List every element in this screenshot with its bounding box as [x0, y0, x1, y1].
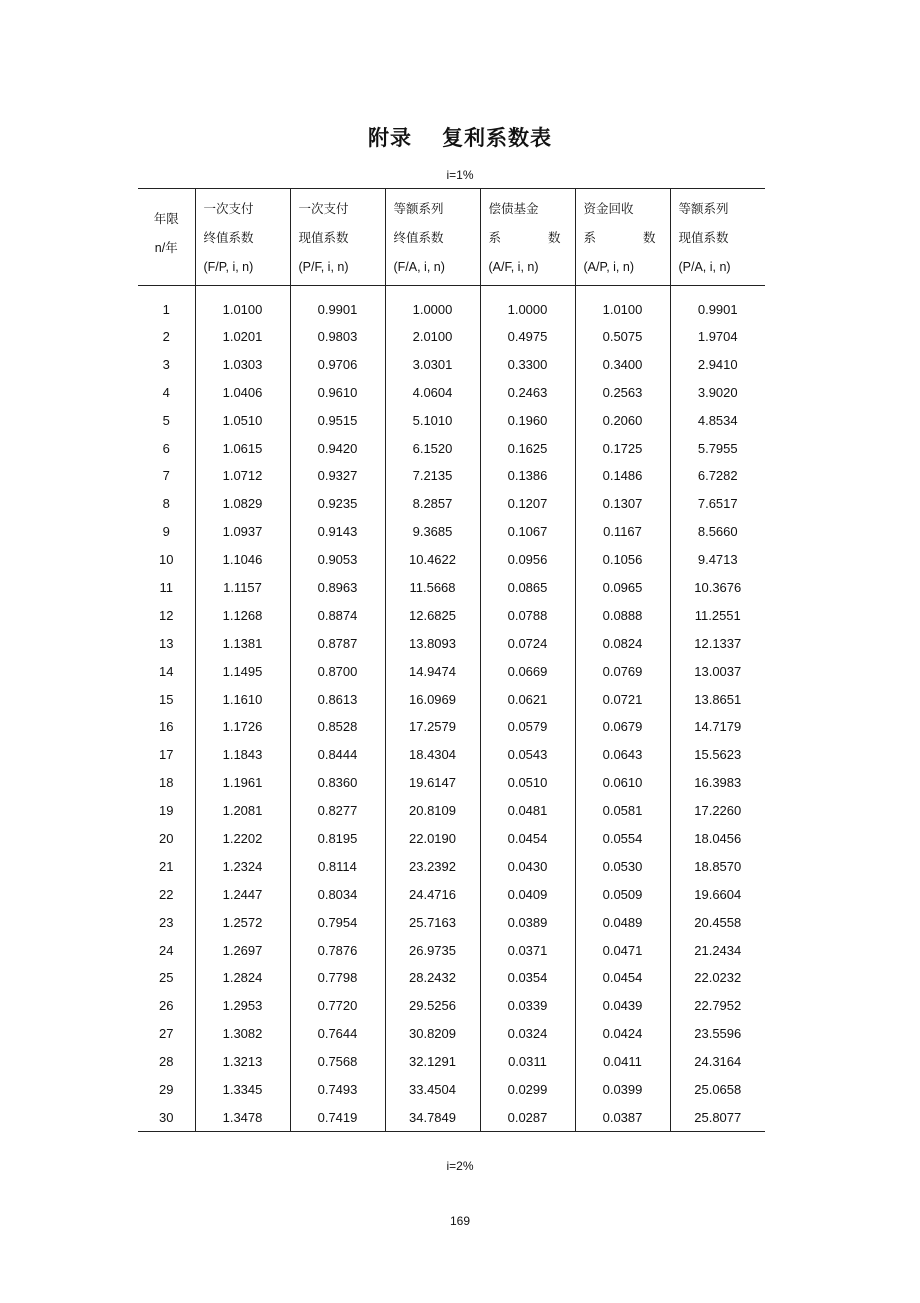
year-cell: 6 — [162, 440, 170, 456]
value-cell: 0.0411 — [575, 1048, 670, 1076]
value-cell: 0.0324 — [480, 1020, 575, 1048]
value-cell: 0.0824 — [575, 629, 670, 657]
value-cell: 2.0100 — [385, 323, 480, 351]
year-cell: 13 — [159, 635, 174, 651]
header-fp-line3: (F/P, i, n) — [203, 260, 254, 274]
value-cell: 0.9706 — [290, 350, 385, 378]
value-cell: 1.3478 — [195, 1103, 290, 1131]
year-cell: 25 — [159, 970, 174, 986]
header-fa-line2: 终值系数 — [393, 231, 444, 245]
table-row — [138, 1076, 765, 1104]
value-cell: 1.0937 — [195, 518, 290, 546]
value-cell: 0.8613 — [290, 685, 385, 713]
table-row — [138, 601, 765, 629]
value-cell: 22.7952 — [670, 992, 765, 1020]
value-cell: 0.0409 — [480, 880, 575, 908]
value-cell: 0.9610 — [290, 378, 385, 406]
header-fp-line2: 终值系数 — [203, 231, 254, 245]
year-cell: 30 — [138, 1103, 195, 1131]
page-title — [0, 122, 920, 152]
value-cell: 1.3345 — [195, 1076, 290, 1104]
header-af-line2a: 系 — [488, 231, 502, 245]
value-cell: 0.1207 — [480, 490, 575, 518]
value-cell: 0.0354 — [480, 964, 575, 992]
value-cell: 0.0679 — [575, 713, 670, 741]
value-cell: 16.3983 — [670, 769, 765, 797]
value-cell: 23.2392 — [385, 852, 480, 880]
table-row — [138, 936, 765, 964]
value-cell: 12.6825 — [385, 601, 480, 629]
value-cell: 16.0969 — [385, 685, 480, 713]
value-cell: 0.0721 — [575, 685, 670, 713]
value-cell: 1.1268 — [195, 601, 290, 629]
value-cell: 11.5668 — [385, 574, 480, 602]
value-cell: 0.8360 — [290, 769, 385, 797]
value-cell: 0.0669 — [480, 657, 575, 685]
value-cell: 25.8077 — [670, 1103, 765, 1131]
value-cell: 33.4504 — [385, 1076, 480, 1104]
year-cell: 18 — [159, 775, 174, 791]
table-body — [138, 286, 765, 1132]
value-cell: 0.4975 — [480, 323, 575, 351]
value-cell: 10.4622 — [385, 546, 480, 574]
value-cell: 0.0543 — [480, 741, 575, 769]
value-cell: 5.7955 — [670, 434, 765, 462]
value-cell: 22.0232 — [670, 964, 765, 992]
value-cell: 7.6517 — [670, 490, 765, 518]
rate-label-2: i=2% — [446, 1159, 474, 1173]
value-cell: 8.2857 — [385, 490, 480, 518]
value-cell: 0.0287 — [480, 1103, 575, 1131]
header-ap-line3: (A/P, i, n) — [583, 260, 634, 274]
value-cell: 0.7876 — [290, 936, 385, 964]
value-cell: 1.2202 — [195, 825, 290, 853]
header-ap-line1: 资金回收 — [583, 202, 634, 216]
value-cell: 19.6147 — [385, 769, 480, 797]
value-cell: 0.0581 — [575, 797, 670, 825]
table-row — [138, 629, 765, 657]
value-cell: 1.3213 — [195, 1048, 290, 1076]
header-fa-line1: 等额系列 — [393, 202, 444, 216]
value-cell: 0.1960 — [480, 406, 575, 434]
value-cell: 18.8570 — [670, 852, 765, 880]
table-row — [138, 880, 765, 908]
table-row — [138, 546, 765, 574]
value-cell: 0.7720 — [290, 992, 385, 1020]
value-cell: 0.3400 — [575, 350, 670, 378]
value-cell: 0.0454 — [575, 964, 670, 992]
value-cell: 1.1610 — [195, 685, 290, 713]
value-cell: 1.0000 — [385, 286, 480, 323]
value-cell: 0.8195 — [290, 825, 385, 853]
value-cell: 1.2447 — [195, 880, 290, 908]
value-cell: 0.0387 — [575, 1103, 670, 1131]
value-cell: 1.1381 — [195, 629, 290, 657]
value-cell: 0.0965 — [575, 574, 670, 602]
table-row — [138, 797, 765, 825]
year-cell: 11 — [159, 579, 173, 595]
table-row — [138, 286, 765, 323]
header-ap — [575, 189, 670, 286]
value-cell: 0.0481 — [480, 797, 575, 825]
value-cell: 20.8109 — [385, 797, 480, 825]
value-cell: 0.9235 — [290, 490, 385, 518]
title-main: 复利系数表 — [442, 126, 552, 150]
table-row — [138, 741, 765, 769]
value-cell: 0.7954 — [290, 908, 385, 936]
value-cell: 1.1843 — [195, 741, 290, 769]
value-cell: 0.0471 — [575, 936, 670, 964]
table-row — [138, 908, 765, 936]
table-row — [138, 1048, 765, 1076]
table-row — [138, 657, 765, 685]
value-cell: 0.1725 — [575, 434, 670, 462]
value-cell: 0.0430 — [480, 852, 575, 880]
table-row — [138, 434, 765, 462]
value-cell: 0.0530 — [575, 852, 670, 880]
header-pa-line2: 现值系数 — [678, 231, 729, 245]
value-cell: 0.9053 — [290, 546, 385, 574]
value-cell: 0.0299 — [480, 1076, 575, 1104]
value-cell: 0.0579 — [480, 713, 575, 741]
value-cell: 0.0424 — [575, 1020, 670, 1048]
value-cell: 0.8874 — [290, 601, 385, 629]
table-row — [138, 1020, 765, 1048]
table-row — [138, 992, 765, 1020]
value-cell: 0.2060 — [575, 406, 670, 434]
value-cell: 0.8787 — [290, 629, 385, 657]
year-cell: 10 — [159, 552, 174, 568]
value-cell: 0.9420 — [290, 434, 385, 462]
header-ap-line2b: 数 — [642, 231, 656, 245]
value-cell: 0.3300 — [480, 350, 575, 378]
value-cell: 0.9327 — [290, 462, 385, 490]
value-cell: 1.1157 — [195, 574, 290, 602]
year-cell: 22 — [159, 886, 174, 902]
value-cell: 24.3164 — [670, 1048, 765, 1076]
year-cell: 9 — [162, 524, 170, 540]
value-cell: 0.8963 — [290, 574, 385, 602]
value-cell: 13.8651 — [670, 685, 765, 713]
year-cell: 4 — [162, 384, 170, 400]
year-cell: 28 — [159, 1054, 174, 1070]
value-cell: 0.2463 — [480, 378, 575, 406]
table-row — [138, 378, 765, 406]
value-cell: 1.1495 — [195, 657, 290, 685]
header-pa — [670, 189, 765, 286]
value-cell: 8.5660 — [670, 518, 765, 546]
value-cell: 1.2572 — [195, 908, 290, 936]
header-pf — [290, 189, 385, 286]
value-cell: 0.0865 — [480, 574, 575, 602]
value-cell: 1.2824 — [195, 964, 290, 992]
value-cell: 1.0615 — [195, 434, 290, 462]
year-cell: 7 — [162, 468, 170, 484]
value-cell: 0.1056 — [575, 546, 670, 574]
year-cell: 20 — [159, 830, 174, 846]
value-cell: 0.0610 — [575, 769, 670, 797]
value-cell: 1.2697 — [195, 936, 290, 964]
header-af-line2 — [489, 224, 575, 253]
value-cell: 30.8209 — [385, 1020, 480, 1048]
value-cell: 11.2551 — [670, 601, 765, 629]
value-cell: 0.1625 — [480, 434, 575, 462]
table-row — [138, 406, 765, 434]
value-cell: 7.2135 — [385, 462, 480, 490]
value-cell: 0.0643 — [575, 741, 670, 769]
year-cell: 5 — [162, 412, 170, 428]
header-fa-line3: (F/A, i, n) — [393, 260, 445, 274]
value-cell: 1.1961 — [195, 769, 290, 797]
year-cell: 3 — [162, 356, 170, 372]
value-cell: 3.0301 — [385, 350, 480, 378]
rate-label-1: i=1% — [446, 168, 474, 182]
page-number: 169 — [449, 1214, 471, 1228]
table-row — [138, 1103, 765, 1131]
header-af — [480, 189, 575, 286]
value-cell: 0.7419 — [290, 1103, 385, 1131]
value-cell: 0.8444 — [290, 741, 385, 769]
value-cell: 0.1486 — [575, 462, 670, 490]
value-cell: 0.1167 — [575, 518, 670, 546]
value-cell: 9.3685 — [385, 518, 480, 546]
table-row — [138, 713, 765, 741]
year-cell: 24 — [159, 942, 174, 958]
value-cell: 5.1010 — [385, 406, 480, 434]
header-fp — [195, 189, 290, 286]
value-cell: 0.0439 — [575, 992, 670, 1020]
table-row — [138, 964, 765, 992]
header-ap-line2a: 系 — [583, 231, 597, 245]
value-cell: 0.0788 — [480, 601, 575, 629]
value-cell: 1.0303 — [195, 350, 290, 378]
value-cell: 0.7493 — [290, 1076, 385, 1104]
value-cell: 34.7849 — [385, 1103, 480, 1131]
value-cell: 21.2434 — [670, 936, 765, 964]
header-pf-line3: (P/F, i, n) — [298, 260, 349, 274]
value-cell: 19.6604 — [670, 880, 765, 908]
value-cell: 32.1291 — [385, 1048, 480, 1076]
value-cell: 1.0201 — [195, 323, 290, 351]
header-pa-line1: 等额系列 — [678, 202, 729, 216]
value-cell: 17.2260 — [670, 797, 765, 825]
value-cell: 0.1386 — [480, 462, 575, 490]
value-cell: 14.7179 — [670, 713, 765, 741]
value-cell: 0.0311 — [480, 1048, 575, 1076]
table-row — [138, 518, 765, 546]
value-cell: 0.9901 — [670, 286, 765, 323]
year-cell: 14 — [159, 663, 174, 679]
table-row — [138, 825, 765, 853]
value-cell: 0.5075 — [575, 323, 670, 351]
value-cell: 0.1067 — [480, 518, 575, 546]
header-af-line3: (A/F, i, n) — [488, 260, 539, 274]
value-cell: 12.1337 — [670, 629, 765, 657]
value-cell: 1.3082 — [195, 1020, 290, 1048]
value-cell: 0.0621 — [480, 685, 575, 713]
value-cell: 0.7644 — [290, 1020, 385, 1048]
header-af-line2b: 数 — [547, 231, 561, 245]
value-cell: 22.0190 — [385, 825, 480, 853]
table-row — [138, 490, 765, 518]
year-cell: 23 — [159, 914, 174, 930]
year-cell: 26 — [159, 998, 174, 1014]
value-cell: 0.8114 — [290, 852, 385, 880]
year-cell: 19 — [159, 803, 174, 819]
compound-interest-table — [138, 188, 765, 1132]
table-header — [138, 189, 765, 286]
table-row — [138, 852, 765, 880]
value-cell: 4.0604 — [385, 378, 480, 406]
header-fa — [385, 189, 480, 286]
table-row — [138, 685, 765, 713]
value-cell: 0.9143 — [290, 518, 385, 546]
value-cell: 0.0339 — [480, 992, 575, 1020]
value-cell: 1.0406 — [195, 378, 290, 406]
value-cell: 0.0371 — [480, 936, 575, 964]
value-cell: 0.0399 — [575, 1076, 670, 1104]
year-cell: 16 — [159, 719, 174, 735]
value-cell: 20.4558 — [670, 908, 765, 936]
value-cell: 0.9901 — [290, 286, 385, 323]
value-cell: 0.0510 — [480, 769, 575, 797]
header-fp-line1: 一次支付 — [203, 202, 254, 216]
value-cell: 23.5596 — [670, 1020, 765, 1048]
value-cell: 1.0000 — [480, 286, 575, 323]
value-cell: 0.7568 — [290, 1048, 385, 1076]
year-cell: 8 — [162, 496, 170, 512]
title-appendix: 附录 — [368, 126, 412, 150]
value-cell: 17.2579 — [385, 713, 480, 741]
value-cell: 25.7163 — [385, 908, 480, 936]
value-cell: 15.5623 — [670, 741, 765, 769]
table-row — [138, 769, 765, 797]
value-cell: 1.0712 — [195, 462, 290, 490]
value-cell: 0.0389 — [480, 908, 575, 936]
value-cell: 26.9735 — [385, 936, 480, 964]
value-cell: 0.0454 — [480, 825, 575, 853]
year-cell: 17 — [159, 747, 174, 763]
year-cell: 27 — [159, 1026, 174, 1042]
header-pf-line2: 现值系数 — [298, 231, 349, 245]
value-cell: 2.9410 — [670, 350, 765, 378]
value-cell: 0.0489 — [575, 908, 670, 936]
value-cell: 0.7798 — [290, 964, 385, 992]
value-cell: 1.2953 — [195, 992, 290, 1020]
value-cell: 18.0456 — [670, 825, 765, 853]
value-cell: 1.0100 — [195, 286, 290, 323]
table-row — [138, 462, 765, 490]
year-cell: 2 — [162, 328, 170, 344]
header-ap-line2 — [584, 224, 670, 253]
value-cell: 0.9515 — [290, 406, 385, 434]
value-cell: 3.9020 — [670, 378, 765, 406]
value-cell: 28.2432 — [385, 964, 480, 992]
value-cell: 0.8528 — [290, 713, 385, 741]
value-cell: 9.4713 — [670, 546, 765, 574]
value-cell: 0.8034 — [290, 880, 385, 908]
value-cell: 4.8534 — [670, 406, 765, 434]
value-cell: 18.4304 — [385, 741, 480, 769]
value-cell: 0.0769 — [575, 657, 670, 685]
value-cell: 13.8093 — [385, 629, 480, 657]
value-cell: 1.1726 — [195, 713, 290, 741]
value-cell: 0.0888 — [575, 601, 670, 629]
value-cell: 24.4716 — [385, 880, 480, 908]
value-cell: 1.9704 — [670, 323, 765, 351]
value-cell: 1.0510 — [195, 406, 290, 434]
header-year-line2: n/年 — [154, 241, 178, 255]
header-af-line1: 偿债基金 — [488, 202, 539, 216]
header-year — [138, 189, 195, 286]
value-cell: 0.0724 — [480, 629, 575, 657]
table-row — [138, 350, 765, 378]
value-cell: 6.1520 — [385, 434, 480, 462]
value-cell: 14.9474 — [385, 657, 480, 685]
value-cell: 25.0658 — [670, 1076, 765, 1104]
year-cell: 12 — [159, 607, 174, 623]
value-cell: 1.1046 — [195, 546, 290, 574]
year-cell: 1 — [162, 301, 170, 317]
value-cell: 0.0509 — [575, 880, 670, 908]
value-cell: 0.8700 — [290, 657, 385, 685]
header-year-line1: 年限 — [153, 212, 179, 226]
value-cell: 1.2324 — [195, 852, 290, 880]
value-cell: 0.9803 — [290, 323, 385, 351]
value-cell: 1.0100 — [575, 286, 670, 323]
value-cell: 0.1307 — [575, 490, 670, 518]
value-cell: 29.5256 — [385, 992, 480, 1020]
value-cell: 6.7282 — [670, 462, 765, 490]
value-cell: 0.8277 — [290, 797, 385, 825]
value-cell: 10.3676 — [670, 574, 765, 602]
value-cell: 0.2563 — [575, 378, 670, 406]
year-cell: 21 — [159, 858, 174, 874]
value-cell: 0.0554 — [575, 825, 670, 853]
year-cell: 15 — [159, 691, 174, 707]
header-pa-line3: (P/A, i, n) — [678, 260, 731, 274]
value-cell: 1.0829 — [195, 490, 290, 518]
table-row — [138, 574, 765, 602]
header-pf-line1: 一次支付 — [298, 202, 349, 216]
year-cell: 29 — [159, 1081, 174, 1097]
value-cell: 0.0956 — [480, 546, 575, 574]
value-cell: 1.2081 — [195, 797, 290, 825]
table-row — [138, 323, 765, 351]
value-cell: 13.0037 — [670, 657, 765, 685]
